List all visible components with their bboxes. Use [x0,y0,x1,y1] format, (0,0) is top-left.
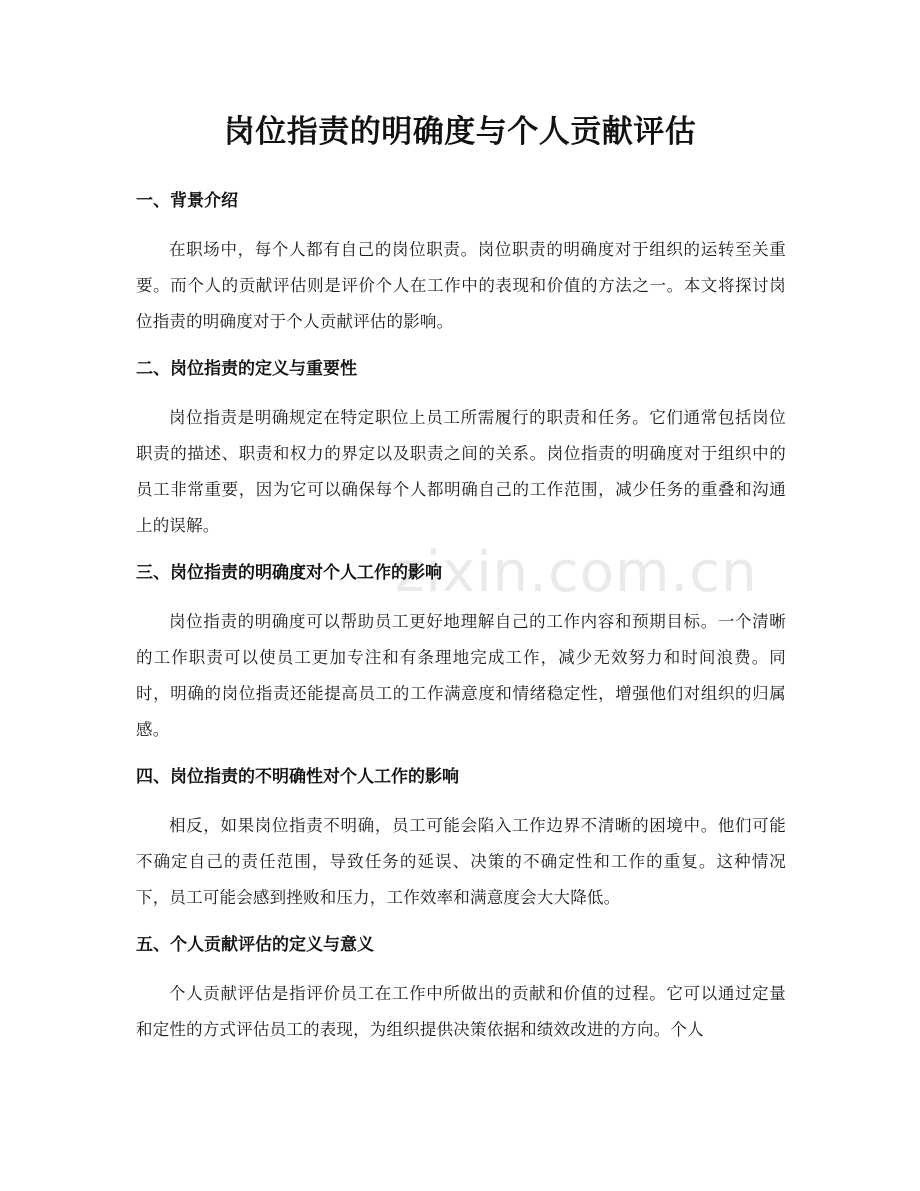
section-paragraph: 在职场中，每个人都有自己的岗位职责。岗位职责的明确度对于组织的运转至关重要。而个人的贡献评估则是评价个人在工作中的表现和价值的方法之一。本文将探讨岗位指责的明确度对于个人贡献评估的影响。 [136,240,786,331]
section-background [136,184,786,340]
section-heading: 三、岗位指责的明确度对个人工作的影响 [136,563,442,583]
document-title: 岗位指责的明确度与个人贡献评估 [223,114,697,150]
section-ambiguity-impact [136,760,786,916]
watermark: zixin.com.cn [395,540,758,605]
document-content [136,184,786,1060]
section-paragraph: 岗位指责的明确度可以帮助员工更好地理解自己的工作内容和预期目标。一个清晰的工作职责可以使员工更加专注和有条理地完成工作，减少无效努力和时间浪费。同时，明确的岗位指责还能提高员工的工作满意度和情绪稳定性，增强他们对组织的归属感。 [136,612,786,739]
section-paragraph: 岗位指责是明确规定在特定职位上员工所需履行的职责和任务。它们通常包括岗位职责的描述、职责和权力的界定以及职责之间的关系。岗位指责的明确度对于组织中的员工非常重要，因为它可以确保每个人都明确自己的工作范围，减少任务的重叠和沟通上的误解。 [136,408,786,535]
section-contribution-evaluation [136,928,786,1048]
section-heading: 二、岗位指责的定义与重要性 [136,359,357,379]
section-heading: 一、背景介绍 [136,191,238,211]
section-heading: 五、个人贡献评估的定义与意义 [136,935,374,955]
section-heading: 四、岗位指责的不明确性对个人工作的影响 [136,767,459,787]
section-definition [136,352,786,544]
section-paragraph: 相反，如果岗位指责不明确，员工可能会陷入工作边界不清晰的困境中。他们可能不确定自己的责任范围，导致任务的延误、决策的不确定性和工作的重复。这种情况下，员工可能会感到挫败和压力，工作效率和满意度会大大降低。 [136,816,786,907]
section-clarity-impact [136,556,786,748]
section-paragraph: 个人贡献评估是指评价员工在工作中所做出的贡献和价值的过程。它可以通过定量和定性的方式评估员工的表现，为组织提供决策依据和绩效改进的方向。个人 [136,984,786,1039]
